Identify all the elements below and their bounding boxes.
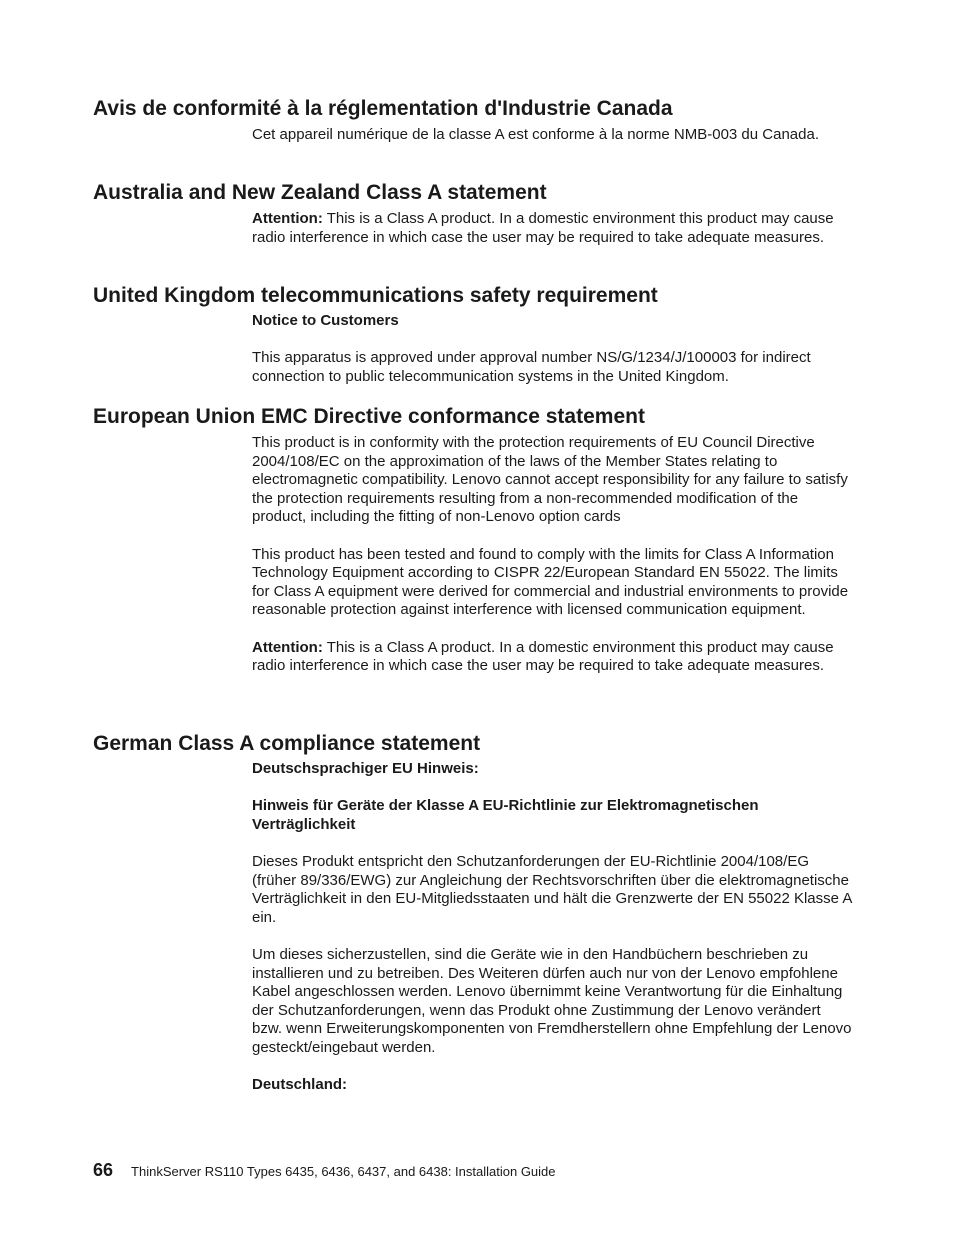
paragraph: This product has been tested and found to comply with the limits for Class A Information Technology Equipment according to CISPR 22/European Standard EN 55022. The limits for Class A equipment were derived for commercial and industrial environments to provide reasonable protection against interference with licensed communication equipment. — [252, 545, 849, 619]
paragraph: This apparatus is approved under approval number NS/G/1234/J/100003 for indirect connection to public telecommunication systems in the United Kingdom. — [252, 349, 811, 385]
section-heading-australia-nz: Australia and New Zealand Class A statement — [93, 181, 547, 204]
paragraph: Um dieses sicherzustellen, sind die Geräte wie in den Handbüchern beschrieben zu installieren und zu betreiben. Des Weiteren dürfen auch nur von der Lenovo empfohlene Kabel angeschlossen werden. Lenovo übernimmt keine Verantwortung für die Einhaltung der Schutzanforderungen, wenn das Produkt ohne Zustimmung der Lenovo verändert bzw. wenn Erweiterungskomponenten von Fremdherstellern ohne Empfehlung der Lenovo gesteckt/eingebaut werden. — [252, 945, 852, 1056]
subheading-notice: Notice to Customers — [252, 312, 399, 329]
section-body-australia-nz — [252, 210, 852, 247]
attention-label: Attention: — [252, 638, 323, 656]
attention-text: This is a Class A product. In a domestic environment this product may cause radio interference in which case the user may be required to take adequate measures. — [252, 638, 834, 675]
page-footer — [93, 1160, 556, 1181]
subheading-deutschland: Deutschland: — [252, 1076, 348, 1094]
attention-text: This is a Class A product. In a domestic environment this product may cause radio interference in which case the user may be required to take adequate measures. — [252, 210, 834, 246]
page-number: 66 — [93, 1160, 114, 1180]
paragraph: Dieses Produkt entspricht den Schutzanforderungen der EU-Richtlinie 2004/108/EG (früher 89/336/EWG) zur Angleichung der Rechtsvorschriften über die elektromagnetische Verträglichkeit in den EU-Mitgliedsstaaten und hält die Grenzwerte der EN 55022 Klasse A ein. — [252, 852, 852, 926]
subheading-eu-hinweis: Deutschsprachiger EU Hinweis: — [252, 760, 479, 777]
section-body-eu-emc — [252, 434, 852, 676]
footer-title: ThinkServer RS110 Types 6435, 6436, 6437, and 6438: Installation Guide — [131, 1164, 556, 1179]
attention-paragraph — [252, 639, 852, 676]
attention-paragraph — [252, 210, 852, 247]
paragraph: This product is in conformity with the protection requirements of EU Council Directive 2004/108/EC on the approximation of the laws of the Member States relating to electromagnetic compatibility. Lenovo cannot accept responsibility for any failure to satisfy the protection requirements resulting from a non-recommended modification of the product, including the fitting of non-Lenovo option cards — [252, 434, 848, 526]
attention-label: Attention: — [252, 210, 323, 227]
section-heading-eu-emc: European Union EMC Directive conformance statement — [93, 405, 645, 428]
section-heading-uk-telecom: United Kingdom telecommunications safety requirement — [93, 284, 658, 307]
section-body-uk-telecom — [252, 312, 852, 386]
section-body-german — [252, 760, 852, 1095]
section-heading-industry-canada: Avis de conformité à la réglementation d'Industrie Canada — [93, 97, 673, 120]
section-body-industry-canada — [252, 126, 852, 145]
subheading-klasse-a: Hinweis für Geräte der Klasse A EU-Richtlinie zur Elektromagnetischen Verträglichkeit — [252, 797, 759, 833]
section-heading-german: German Class A compliance statement — [93, 732, 481, 755]
paragraph: Cet appareil numérique de la classe A est conforme à la norme NMB-003 du Canada. — [252, 126, 819, 143]
